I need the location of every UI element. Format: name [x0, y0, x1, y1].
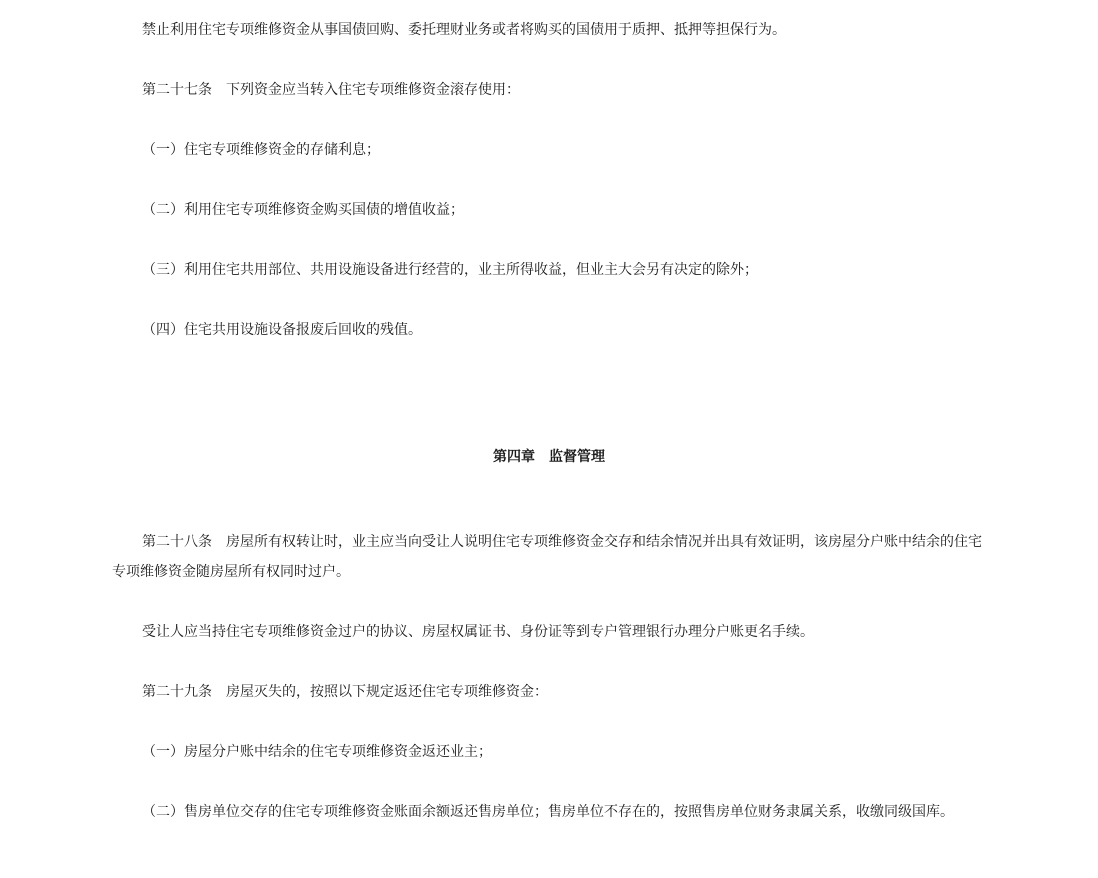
article-27-item-2: （二）利用住宅专项维修资金购买国债的增值收益；	[142, 202, 464, 218]
transferee-paragraph: 受让人应当持住宅专项维修资金过户的协议、房屋权属证书、身份证等到专户管理银行办理分户账更名手续。	[142, 624, 814, 640]
article-27: 第二十七条 下列资金应当转入住宅专项维修资金滚存使用：	[142, 82, 520, 98]
article-29-item-1: （一）房屋分户账中结余的住宅专项维修资金返还业主；	[142, 744, 492, 760]
paragraph-prohibition: 禁止利用住宅专项维修资金从事国债回购、委托理财业务或者将购买的国债用于质押、抵押等担保行为。	[142, 22, 786, 38]
article-27-item-4: （四）住宅共用设施设备报废后回收的残值。	[142, 322, 422, 338]
article-28: 第二十八条 房屋所有权转让时，业主应当向受让人说明住宅专项维修资金交存和结余情况并出具有效证明，该房屋分户账中结余的住宅专项维修资金随房屋所有权同时过户。	[112, 534, 982, 580]
article-29-item-2: （二）售房单位交存的住宅专项维修资金账面余额返还售房单位；售房单位不存在的，按照售房单位财务隶属关系，收缴同级国库。	[142, 804, 954, 820]
article-29: 第二十九条 房屋灭失的，按照以下规定返还住宅专项维修资金：	[142, 684, 548, 700]
chapter-heading: 第四章 监督管理	[493, 449, 605, 465]
article-27-item-3: （三）利用住宅共用部位、共用设施设备进行经营的，业主所得收益，但业主大会另有决定的除外；	[142, 262, 758, 278]
article-27-item-1: （一）住宅专项维修资金的存储利息；	[142, 142, 380, 158]
